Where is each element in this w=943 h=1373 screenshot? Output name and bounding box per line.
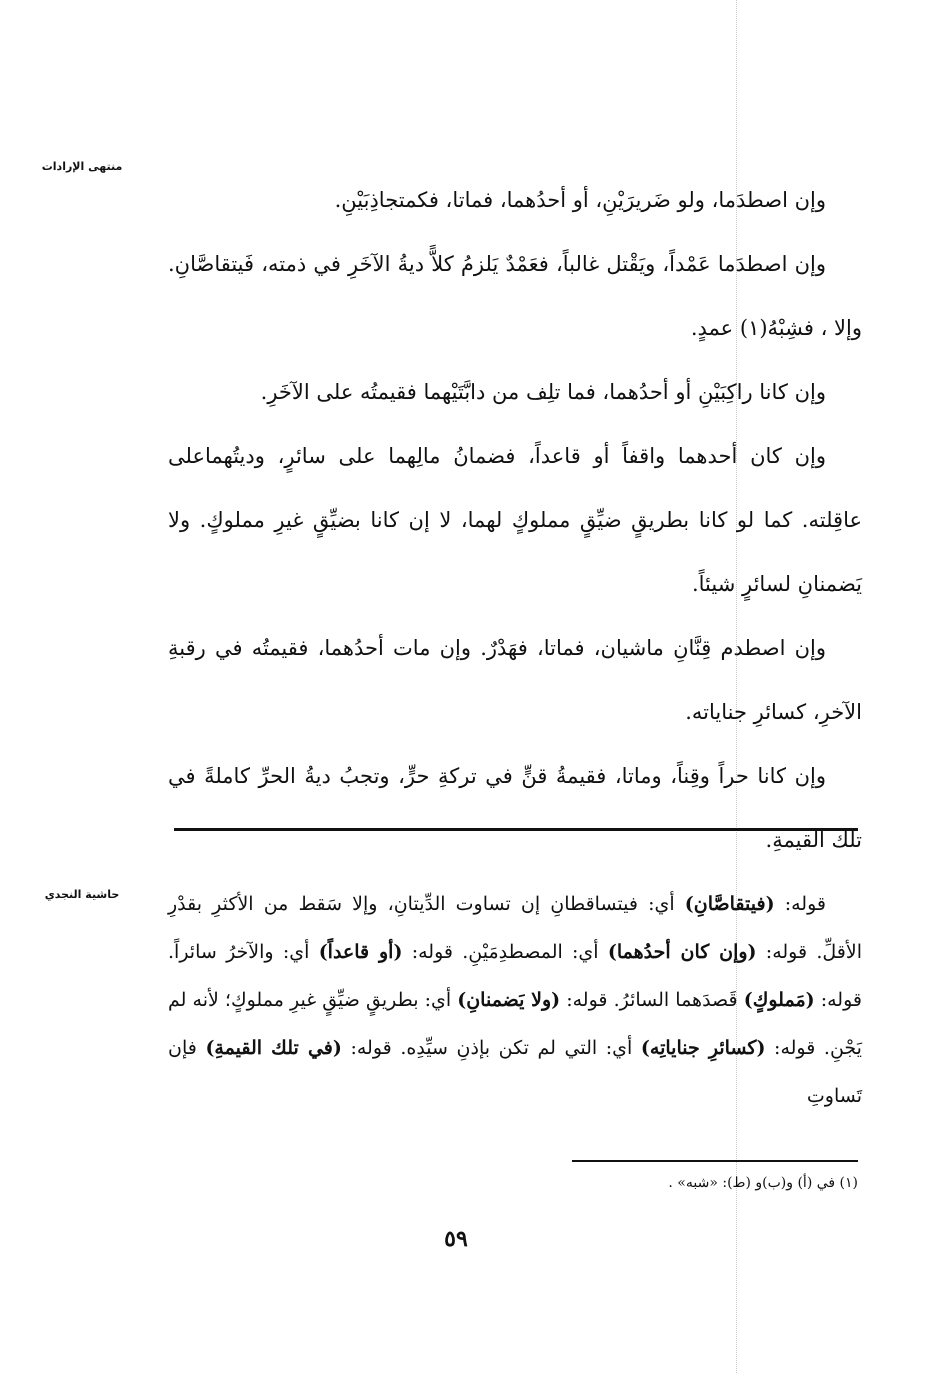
commentary-text: أي: والآخرُ سائراً. قوله: xyxy=(168,941,862,1011)
main-paragraph: وإن كانا حراً وقِناً، وماتا، فقيمةُ قنٍّ في تركةِ حرٍّ، وتجبُ ديةُ الحرِّ كاملةً في تلك القيمةِ. xyxy=(168,764,862,852)
commentary-text: قوله: xyxy=(774,893,826,915)
page-number: ٥٩ xyxy=(444,1226,468,1252)
commentary-text: أي: بطريقٍ ضيِّقٍ غيرِ مملوكٍ؛ لأنه لم يَجْنِ. قوله: xyxy=(168,989,862,1059)
section-divider xyxy=(174,828,858,831)
main-paragraph: وإن اصطدَما، ولو ضَريرَيْنِ، أو أحدُهما، فماتا، فكمتجاذِبَيْنِ. xyxy=(334,188,826,212)
main-paragraph: وإن اصطدم قِنَّانِ ماشيان، فماتا، فهَدْرٌ. وإن مات أحدُهما، فقيمتُه في رقبةِ الآخرِ، كسائرِ جناياته. xyxy=(168,636,862,724)
commentary-keyword: (كسائرِ جناياتِه) xyxy=(640,1037,766,1059)
book-title-label: منتهى الإرادات xyxy=(41,160,123,173)
commentary-text: أي: المصطدِمَيْنِ. قوله: xyxy=(402,941,608,963)
footnote: (١) في (أ) و(ب)و (ط): «شبه» . xyxy=(668,1175,858,1191)
main-paragraph: وإن كانا راكِبَيْنِ أو أحدُهما، فما تلِف من دابَّتَيْهما فقيمتُه على الآخَرِ. xyxy=(260,380,826,404)
main-paragraph: وإن كان أحدهما واقفاً أو قاعداً، فضمانُ مالِهما على سائرٍ، وديتُهماعلى عاقِلته. كما لو كانا بطريقٍ ضيِّقٍ مملوكٍ لهما، لا إن كانا بضيِّقٍ غيرِ مملوكٍ. ولا يَضمنانِ لسائرٍ شيئاً. xyxy=(168,444,862,596)
commentary-text: قَصدَهما السائرُ. قوله: xyxy=(560,989,744,1011)
main-text-block xyxy=(168,168,862,872)
main-paragraph: وإن اصطدَما عَمْداً، ويَقْتل غالباً، فعَمْدٌ يَلزمُ كلاًّ ديةُ الآخَرِ في ذمته، فَيتقاصَّانِ. وإلا ، فشِبْهُ(١) عمدٍ. xyxy=(168,252,862,340)
commentary-keyword: (فيتقاصَّانِ) xyxy=(684,893,775,915)
commentary-keyword: (في تلك القيمةِ) xyxy=(205,1037,342,1059)
commentary-keyword: (أو قاعداً) xyxy=(318,941,403,963)
commentary-text-block xyxy=(168,880,862,1120)
commentary-title-label: حاشية النجدي xyxy=(44,888,120,901)
commentary-text: أي: التي لم تكن بإذنِ سيِّدِه. قوله: xyxy=(341,1037,641,1059)
commentary-keyword: (مَملوكٍ) xyxy=(743,989,815,1011)
commentary-text: أي: فيتساقطانِ إن تساوت الدِّيتانِ، وإلا سَقط من الأكثرِ بقدْرِ الأقلِّ. قوله: xyxy=(168,893,862,963)
commentary-keyword: (ولا يَضمنانِ) xyxy=(457,989,561,1011)
commentary-text: فإن تَساوتِ xyxy=(168,1037,862,1107)
footnote-divider xyxy=(572,1160,858,1162)
commentary-keyword: (وإن كان أحدُهما) xyxy=(607,941,757,963)
